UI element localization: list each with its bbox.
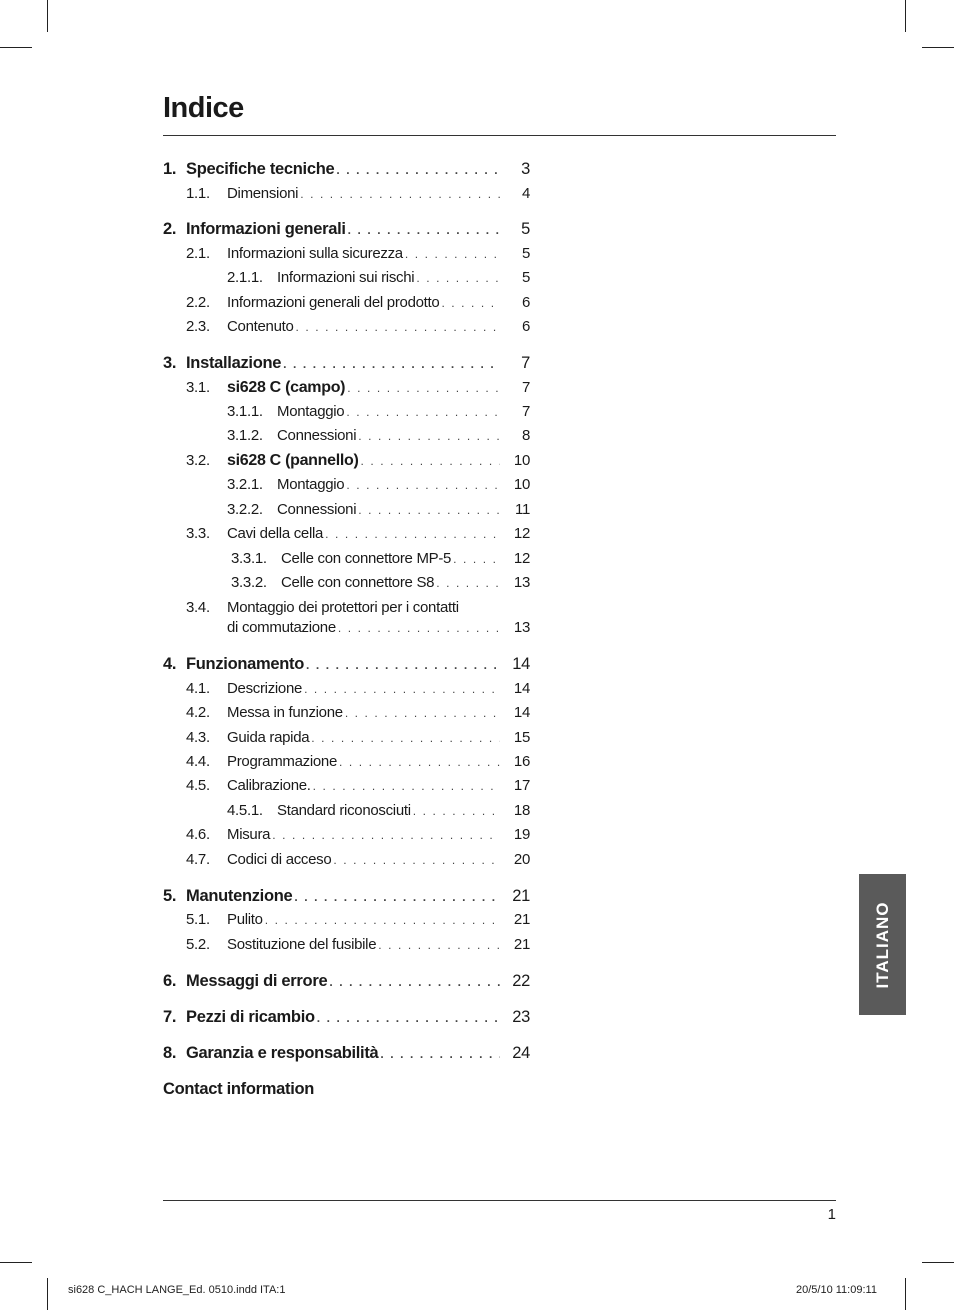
toc-entry-page: 12 bbox=[513, 550, 530, 567]
toc-dot-leader bbox=[345, 704, 500, 721]
toc-entry[interactable] bbox=[163, 911, 530, 933]
toc-entry-page: 14 bbox=[513, 704, 530, 721]
toc-entry-label: Descrizione bbox=[227, 680, 303, 697]
toc-entry[interactable] bbox=[163, 936, 530, 958]
toc-entry[interactable] bbox=[163, 550, 530, 572]
toc-dot-leader bbox=[436, 574, 500, 591]
toc-entry-number: 3.3.1. bbox=[231, 550, 267, 567]
toc-entry-label: Funzionamento bbox=[186, 655, 305, 673]
toc-entry-number: 3.1. bbox=[186, 379, 210, 396]
toc-entry[interactable] bbox=[163, 220, 530, 242]
toc-entry-page: 13 bbox=[513, 619, 530, 636]
toc-entry-number: 6. bbox=[163, 972, 177, 990]
toc-entry[interactable] bbox=[163, 887, 530, 909]
toc-entry-page: 20 bbox=[513, 851, 530, 868]
toc-entry[interactable] bbox=[163, 753, 530, 775]
toc-entry-page: 5 bbox=[521, 245, 530, 262]
toc-entry-number: 1.1. bbox=[186, 185, 210, 202]
toc-dot-leader bbox=[304, 680, 500, 697]
toc-entry-page: 24 bbox=[512, 1044, 530, 1062]
toc-entry-label: Installazione bbox=[186, 354, 282, 372]
toc-entry-number: 8. bbox=[163, 1044, 177, 1062]
toc-entry-number: 5. bbox=[163, 887, 177, 905]
toc-entry[interactable] bbox=[163, 704, 530, 726]
toc-entry-number: 4.3. bbox=[186, 729, 210, 746]
toc-entry[interactable] bbox=[163, 972, 530, 994]
toc-entry-number: 5.1. bbox=[186, 911, 210, 928]
toc-entry-number: 4.6. bbox=[186, 826, 210, 843]
toc-dot-leader bbox=[339, 753, 500, 770]
toc-entry-page: 17 bbox=[513, 777, 530, 794]
toc-entry-page: 5 bbox=[521, 269, 530, 286]
toc-entry-number: 3.2.1. bbox=[227, 476, 263, 493]
toc-entry-label: Connessioni bbox=[277, 427, 357, 444]
toc-entry-label: Garanzia e responsabilità bbox=[186, 1044, 379, 1062]
toc-entry-label: Specifiche tecniche bbox=[186, 160, 335, 178]
toc-entry-number: 2.3. bbox=[186, 318, 210, 335]
toc-entry-number: 2. bbox=[163, 220, 177, 238]
toc-dot-leader bbox=[413, 802, 500, 819]
toc-dot-leader bbox=[380, 1044, 500, 1063]
toc-dot-leader bbox=[300, 185, 500, 202]
toc-entry-label: Messa in funzione bbox=[227, 704, 343, 721]
toc-entry[interactable] bbox=[163, 826, 530, 848]
toc-entry-number: 5.2. bbox=[186, 936, 210, 953]
toc-entry[interactable] bbox=[163, 851, 530, 873]
toc-dot-leader bbox=[296, 318, 500, 335]
toc-dot-leader bbox=[441, 294, 500, 311]
toc-entry-page: 14 bbox=[512, 655, 530, 673]
toc-dot-leader bbox=[358, 501, 500, 518]
toc-entry-number: 4. bbox=[163, 655, 177, 673]
toc-dot-leader bbox=[294, 887, 500, 906]
toc-dot-leader bbox=[361, 452, 500, 469]
toc-entry[interactable] bbox=[163, 403, 530, 425]
toc-entry-label: Informazioni sulla sicurezza bbox=[227, 245, 403, 262]
toc-dot-leader bbox=[453, 550, 500, 567]
toc-dot-leader bbox=[306, 655, 500, 674]
toc-entry-page: 15 bbox=[513, 729, 530, 746]
toc-dot-leader bbox=[333, 851, 500, 868]
toc-entry-page: 12 bbox=[513, 525, 530, 542]
toc-entry-label: Informazioni generali bbox=[186, 220, 346, 238]
toc-entry-number: 3.3. bbox=[186, 525, 210, 542]
toc-entry-page: 22 bbox=[512, 972, 530, 990]
toc-entry[interactable] bbox=[163, 427, 530, 449]
toc-entry-label: Cavi della cella bbox=[227, 525, 324, 542]
toc-dot-leader bbox=[358, 427, 500, 444]
page-title: Indice bbox=[163, 92, 244, 124]
toc-entry-label: Montaggio bbox=[277, 476, 345, 493]
toc-dot-leader bbox=[338, 619, 500, 636]
toc-entry[interactable] bbox=[163, 160, 530, 182]
toc-entry-page: 4 bbox=[521, 185, 530, 202]
toc-entry-page: 6 bbox=[521, 318, 530, 335]
toc-dot-leader bbox=[272, 826, 500, 843]
toc-dot-leader bbox=[313, 777, 500, 794]
footer-file-info: si628 C_HACH LANGE_Ed. 0510.indd ITA:1 bbox=[68, 1284, 286, 1296]
toc-entry-page: 13 bbox=[513, 574, 530, 591]
toc-entry[interactable] bbox=[163, 245, 530, 267]
toc-entry-label: si628 C (campo) bbox=[227, 379, 346, 396]
toc-entry-label: Dimensioni bbox=[227, 185, 299, 202]
toc-entry-number: 3.3.2. bbox=[231, 574, 267, 591]
toc-dot-leader bbox=[329, 972, 500, 991]
toc-entry-number: 3.1.2. bbox=[227, 427, 263, 444]
toc-dot-leader bbox=[378, 936, 500, 953]
toc-entry-page: 11 bbox=[515, 501, 530, 518]
toc-entry-number: 3. bbox=[163, 354, 177, 372]
toc-entry-label: Montaggio bbox=[277, 403, 345, 420]
toc-entry-page: 8 bbox=[521, 427, 530, 444]
toc-entry-label: Manutenzione bbox=[186, 887, 293, 905]
toc-entry-label: Programmazione bbox=[227, 753, 338, 770]
toc-entry-page: 16 bbox=[513, 753, 530, 770]
toc-entry-page: 21 bbox=[512, 887, 530, 905]
toc-entry-label: Pezzi di ricambio bbox=[186, 1008, 315, 1026]
toc-entry[interactable] bbox=[163, 599, 530, 621]
toc-entry-label: Informazioni generali del prodotto bbox=[227, 294, 440, 311]
toc-entry-page: 19 bbox=[513, 826, 530, 843]
toc-entry[interactable] bbox=[163, 1044, 530, 1066]
toc-entry-number: 4.5.1. bbox=[227, 802, 263, 819]
toc-dot-leader bbox=[311, 729, 500, 746]
toc-entry-page: 7 bbox=[521, 379, 530, 396]
toc-entry[interactable] bbox=[163, 185, 530, 207]
toc-entry-label: Connessioni bbox=[277, 501, 357, 518]
toc-entry[interactable] bbox=[163, 294, 530, 316]
footer-timestamp: 20/5/10 11:09:11 bbox=[796, 1284, 877, 1296]
toc-dot-leader bbox=[317, 1008, 500, 1027]
toc-entry-number: 4.5. bbox=[186, 777, 210, 794]
toc-entry-page: 7 bbox=[521, 403, 530, 420]
toc-entry-number: 4.4. bbox=[186, 753, 210, 770]
toc-dot-leader bbox=[283, 354, 500, 373]
toc-entry-label: Calibrazione. bbox=[227, 777, 311, 794]
toc-entry-number: 1. bbox=[163, 160, 177, 178]
toc-entry-number: 4.7. bbox=[186, 851, 210, 868]
toc-dot-leader bbox=[325, 525, 500, 542]
toc-entry[interactable] bbox=[163, 318, 530, 340]
toc-entry-label: Codici di acceso bbox=[227, 851, 332, 868]
toc-entry[interactable] bbox=[163, 1008, 530, 1030]
toc-entry-number: 3.2.2. bbox=[227, 501, 263, 518]
toc-entry-label: di commutazione bbox=[227, 619, 336, 636]
toc-entry[interactable] bbox=[163, 269, 530, 291]
toc-entry-label: si628 C (pannello) bbox=[227, 452, 359, 469]
language-tab[interactable] bbox=[859, 874, 906, 1015]
footer-rule bbox=[163, 1200, 836, 1201]
toc-entry-page: 21 bbox=[513, 936, 530, 953]
toc-entry[interactable] bbox=[163, 619, 530, 641]
toc-entry-page: 21 bbox=[513, 911, 530, 928]
toc-entry[interactable] bbox=[163, 574, 530, 596]
toc-dot-leader bbox=[416, 269, 500, 286]
toc-entry-label: Misura bbox=[227, 826, 271, 843]
toc-entry-label: Standard riconosciuti bbox=[277, 802, 411, 819]
toc-entry-page: 3 bbox=[521, 160, 530, 178]
toc-entry-page: 10 bbox=[513, 452, 530, 469]
toc-dot-leader bbox=[346, 403, 500, 420]
toc-entry-page: 5 bbox=[521, 220, 530, 238]
toc-dot-leader bbox=[336, 160, 500, 179]
toc-entry-number: 7. bbox=[163, 1008, 177, 1026]
toc-entry-number: 3.2. bbox=[186, 452, 210, 469]
page-number: 1 bbox=[827, 1206, 836, 1223]
toc-dot-leader bbox=[265, 911, 500, 928]
toc-entry-number: 4.1. bbox=[186, 680, 210, 697]
toc-entry-page: 6 bbox=[521, 294, 530, 311]
toc-entry-label: Messaggi di errore bbox=[186, 972, 328, 990]
toc-entry[interactable] bbox=[163, 452, 530, 474]
toc-entry[interactable] bbox=[163, 354, 530, 376]
toc-entry-number: 2.2. bbox=[186, 294, 210, 311]
toc-entry[interactable] bbox=[163, 802, 530, 824]
toc-entry-page: 7 bbox=[521, 354, 530, 372]
toc-dot-leader bbox=[348, 220, 500, 239]
toc-entry-label: Guida rapida bbox=[227, 729, 310, 746]
toc-entry[interactable] bbox=[163, 729, 530, 751]
toc-entry-page: 23 bbox=[512, 1008, 530, 1026]
toc-entry-label: Contenuto bbox=[227, 318, 294, 335]
toc-entry-page: 14 bbox=[513, 680, 530, 697]
toc-entry-number: 3.1.1. bbox=[227, 403, 263, 420]
toc-dot-leader bbox=[405, 245, 500, 262]
toc-entry-number: 4.2. bbox=[186, 704, 210, 721]
contact-information-link[interactable]: Contact information bbox=[163, 1080, 315, 1098]
toc-entry[interactable] bbox=[163, 525, 530, 547]
toc-dot-leader bbox=[347, 379, 500, 396]
toc-entry-number: 2.1.1. bbox=[227, 269, 263, 286]
toc-entry-label: Montaggio dei protettori per i contatti bbox=[227, 599, 459, 616]
toc-entry[interactable] bbox=[163, 655, 530, 677]
toc-entry[interactable] bbox=[163, 379, 530, 401]
toc-entry-page: 18 bbox=[513, 802, 530, 819]
toc-entry-label: Sostituzione del fusibile bbox=[227, 936, 377, 953]
toc-entry[interactable] bbox=[163, 680, 530, 702]
language-tab-label: ITALIANO bbox=[872, 900, 892, 989]
toc-entry-label: Celle con connettore S8 bbox=[281, 574, 435, 591]
toc-entry[interactable] bbox=[163, 476, 530, 498]
toc-entry-label: Pulito bbox=[227, 911, 263, 928]
toc-entry-number: 3.4. bbox=[186, 599, 210, 616]
toc-entry[interactable] bbox=[163, 777, 530, 799]
toc-entry-label: Celle con connettore MP-5 bbox=[281, 550, 452, 567]
toc-entry-number: 2.1. bbox=[186, 245, 210, 262]
toc-entry-page: 10 bbox=[513, 476, 530, 493]
toc-dot-leader bbox=[346, 476, 500, 493]
toc-entry[interactable] bbox=[163, 501, 530, 523]
toc-entry-label: Informazioni sui rischi bbox=[277, 269, 415, 286]
